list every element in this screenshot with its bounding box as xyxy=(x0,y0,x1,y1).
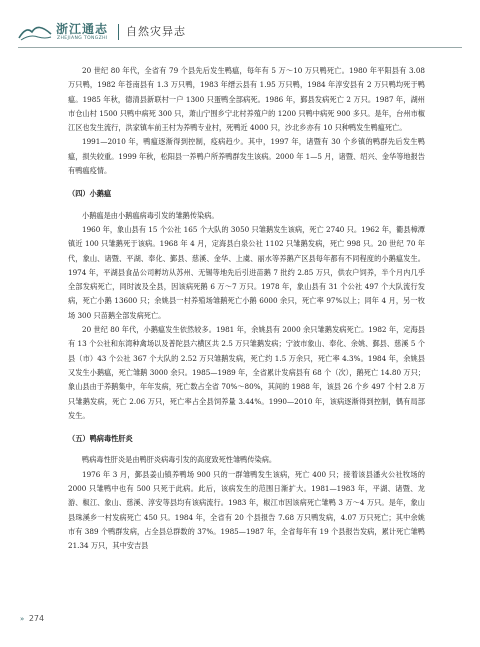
paragraph: 小鹅瘟是由小鹅瘟病毒引发的雏鹅传染病。 xyxy=(82,210,219,220)
page-header xyxy=(0,0,480,52)
page-body xyxy=(68,64,425,554)
volume-title: 自然灾异志 xyxy=(126,25,186,38)
page-number: 274 xyxy=(28,614,45,623)
paragraph: 1976 年 3 月，鄞县姜山镇养鸭场 900 只的一群雏鸭发生该病，死亡 400 只；接着该县潘火公社牧场的 2000 只雏鸭中也有 500 只死于此病。此后，该病发生的范围日渐扩大。1981—1983 年，平湖、诸暨、龙游、椒江、象山、慈溪、淳安等县均有该病流行。1983 年，椒江市因该病死亡雏鸭 3 万～4 万只。是年，象山县珠溪乡一村发病死亡 450 只。1984 年，全省有 20 个县报告 7.68 万只鸭发病，4.07 万只死亡；其中余姚市有 389 个鸭群发病，占全县总群数的 37%。1985—1987 年，全省每年有 19 个县报告发病，累计死亡雏鸭 21.34 万只，其中安吉县 xyxy=(68,469,425,551)
logo-subtitle: ZHEJIANG TONGZHI xyxy=(57,36,108,41)
header-separator xyxy=(118,24,119,40)
paragraph: 1991—2010 年，鸭瘟逐渐得到控制，疫病趋少。其中，1997 年，诸暨有 30 个乡镇的鸭群先后发生鸭瘟，损失较重。1999 年秋，松阳县一养鸭户所养鸭群发生该病。2000 年 1—5 月，诸暨、绍兴、金华等地报告有鸭瘟疫情。 xyxy=(68,137,425,176)
page-footer xyxy=(20,614,44,623)
page-arrow-icon: » xyxy=(20,615,25,623)
paragraph: 鸭病毒性肝炎是由鸭肝炎病毒引发的高度致死性雏鸭传染病。 xyxy=(82,455,277,465)
section-heading-gosling-plague: （四）小鹅瘟 xyxy=(68,189,112,199)
logo-mountain-icon xyxy=(18,20,52,42)
paragraph: 20 世纪 80 年代，全省有 79 个县先后发生鸭瘟，每年有 5 万～10 万只鸭死亡。1980 年平阳县有 3.08 万只鸭，1982 年苍南县有 1.3 万只鸭，1983 年缙云县有 1.95 万只鸭，1984 年淳安县有 2 万只鸭均死于鸭瘟。1985 年秋，德清县新联村一户 1300 只蛋鸭全部病死。1986 年，鄞县发病死亡 2 万只。1987 年，湖州市仓山村 1500 只鸭中病死 300 只，萧山宁围乡宁北村养殖户的 1200 只鸭中病死 900 多只。是年，台州市椒江区也发生流行，洪家镇车前王村为养鸭专业村，死鸭近 4000 只，沙北乡亦有 10 只种鸭发生鸭瘟死亡。 xyxy=(68,66,425,133)
header-divider xyxy=(18,47,462,48)
section-heading-duck-viral-hepatitis: （五）鸭病毒性肝炎 xyxy=(68,434,133,444)
paragraph: 1960 年，象山县有 15 个公社 165 个大队的 3050 只雏鹅发生该病，死亡 2740 只。1962 年，衢县樟潭镇近 100 只雏鹅死于该病。1968 年 4 月，定海县白泉公社 1102 只雏鹅发病，死亡 998 只。20 世纪 70 年代，象山、诸暨、平湖、奉化、鄞县、慈溪、金华、上虞、丽水等养鹅产区县每年都有不同程度的小鹅瘟发生。1974 年，平湖县食品公司孵坊从苏州、无锡等地先后引进苗鹅 7 批约 2.85 万只，供农户饲养，半个月内几乎全部发病死亡，同时波及全县，因该病死鹅 6 万～7 万只。1978 年，象山县有 31 个公社 497 个大队流行发病，死亡小鹅 13600 只；余姚县一村养殖场雏鹅死亡小鹅 6000 余只，死亡率 97%以上；同年 4 月，另一牧场 300 只苗鹅全部发病死亡。 xyxy=(68,224,425,320)
logo-text: 浙江通志 xyxy=(56,22,109,36)
paragraph: 20 世纪 80 年代，小鹅瘟发生依然较多。1981 年，余姚县有 2000 余只雏鹅发病死亡。1982 年，定海县有 13 个公社和东湾种禽场以及普陀县六横区共 2.5 万只雏鹅发病；宁波市象山、奉化、余姚、鄞县、慈溪 5 个县（市）43 个公社 367 个大队的 2.52 万只雏鹅发病，死亡约 1.5 万余只，死亡率 4.3%。1984 年，余姚县又发生小鹅瘟，死亡雏鹅 3000 余只。1985—1989 年，全省累计发病县有 68 个（次），鹅死亡 14.80 万只；象山县由于养鹅集中，年年发病，死亡数占全省 70%～80%，其间的 1988 年，该县 26 个乡 497 个村 2.8 万只雏鹅发病，死亡 2.06 万只，死亡率占全县饲养量 3.44%。1990—2010 年，该病逐渐得到控制，偶有局部发生。 xyxy=(68,325,425,420)
